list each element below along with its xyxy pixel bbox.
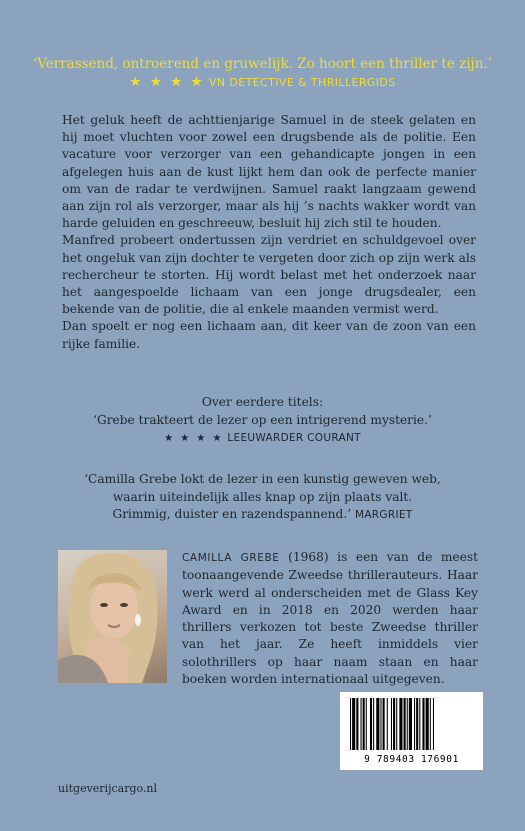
top-quote-stars: ★ ★ ★ ★ (129, 74, 205, 90)
top-quote (0, 55, 525, 92)
earlier-titles-quote-text: ‘Grebe trakteert de lezer op een intrigerend mysterie.’ (93, 412, 432, 427)
barcode-bars (340, 698, 483, 760)
author-photo (58, 550, 167, 683)
earlier-titles-quote (0, 394, 525, 448)
margriet-quote-line: waarin uiteindelijk alles knap op zijn plaats valt. (112, 489, 413, 504)
margriet-quote-line-text: Grimmig, duister en razendspannend.’ (112, 507, 352, 521)
isbn-barcode (340, 692, 483, 770)
publisher-url[interactable]: uitgeverijcargo.nl (58, 782, 158, 795)
blurb-paragraph: Manfred probeert ondertussen zijn verdriet en schuldgevoel over het ongeluk van zijn dochter te vergeten door zich op zijn werk als rechercheur te storten. Hij wordt belast met het onderzoek naar het aangespoelde lichaam van een jonge drugsdealer, een bekende van de politie, die al enkele maanden vermist werd. (62, 233, 476, 317)
margriet-quote (0, 471, 525, 525)
margriet-quote-source: MARGRIET (354, 509, 413, 521)
blurb-paragraph: Het geluk heeft de achttienjarige Samuel in de steek gelaten en hij moet vluchten voor zowel een drugsbende als de politie. Een vacature voor verzorger van een gehandicapte jongen in een afgelegen huis aan de kust lijkt hem dan ook de perfecte manier om van de radar te verdwijnen. Samuel raakt langzaam gewend aan zijn rol als verzorger, maar als hij ’s nachts wakker wordt van harde geluiden en geschreeuw, besluit hij zich stil te houden. (62, 113, 476, 231)
top-quote-attribution (0, 73, 525, 92)
isbn-number: 9 789403 176901 (364, 754, 459, 765)
author-name: CAMILLA GREBE (182, 552, 280, 564)
earlier-titles-source: LEEUWARDER COURANT (227, 432, 361, 444)
author-bio-text: (1968) is een van de meest toonaangevende Zweedse thrillerauteurs. Haar werk werd al onderscheiden met de Glass Key Award en in 2018 en 2020 werden haar thrillers verkozen tot beste Zweedse thriller van het jaar. Ze heeft inmiddels vier solothrillers op haar naam staan en haar boeken worden internationaal uitgegeven. (182, 550, 478, 687)
margriet-quote-line: ‘Camilla Grebe lokt de lezer in een kunstig geweven web, (84, 472, 441, 486)
earlier-titles-attribution (0, 429, 525, 448)
earlier-titles-stars: ★ ★ ★ ★ (164, 433, 224, 444)
earlier-titles-heading: Over eerdere titels: (201, 395, 324, 409)
book-blurb (62, 112, 476, 353)
top-quote-text: ‘Verrassend, ontroerend en gruwelijk. Zo hoort een thriller te zijn.’ (32, 56, 493, 72)
blurb-paragraph: Dan spoelt er nog een lichaam aan, dit keer van de zoon van een rijke familie. (62, 319, 476, 351)
author-bio (182, 549, 478, 688)
top-quote-source: VN DETECTIVE & THRILLERGIDS (208, 76, 396, 89)
margriet-quote-line (0, 506, 525, 525)
